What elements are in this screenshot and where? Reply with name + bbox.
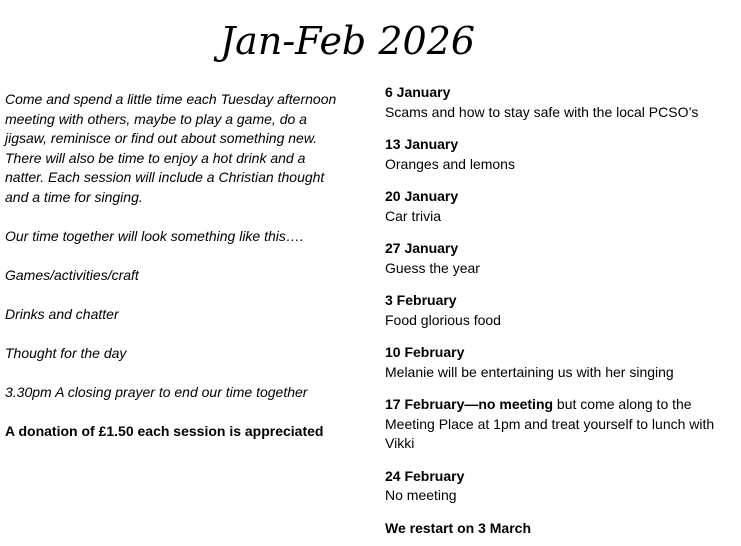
schedule-description: Melanie will be entertaining us with her singing <box>385 363 674 380</box>
activity-item: 3.30pm A closing prayer to end our time together <box>5 383 308 400</box>
schedule-item <box>385 187 730 226</box>
schedule-description: Car trivia <box>385 207 442 224</box>
schedule-item <box>385 239 730 278</box>
schedule-date: 13 January <box>385 136 459 152</box>
schedule-date: 6 January <box>385 84 451 100</box>
schedule-description: Oranges and lemons <box>385 155 515 172</box>
schedule-description: Scams and how to stay safe with the local PCSO’s <box>385 103 699 120</box>
schedule-date: 3 February <box>385 292 457 308</box>
together-text: Our time together will look something like this…. <box>5 227 304 244</box>
schedule-item <box>385 395 730 454</box>
intro-column <box>5 90 345 441</box>
restart-note: We restart on 3 March <box>385 519 532 536</box>
schedule-date: 20 January <box>385 188 459 204</box>
page-title: Jan-Feb 2026 <box>219 19 476 63</box>
schedule-item <box>385 343 730 382</box>
schedule-date: 27 January <box>385 240 459 256</box>
activity-item: Drinks and chatter <box>5 305 119 322</box>
schedule-description: but come along to the Meeting Place at 1pm and treat yourself to lunch with Vikki <box>385 396 715 451</box>
schedule-column <box>385 83 730 538</box>
donation-note: A donation of £1.50 each session is appreciated <box>5 422 324 439</box>
schedule-description: Guess the year <box>385 259 480 276</box>
schedule-date: 10 February <box>385 344 465 360</box>
intro-paragraph: Come and spend a little time each Tuesday afternoon meeting with others, maybe to play a game, do a jigsaw, reminisce or find out about something new. There will also be time to enjoy a hot drink and a natter. Each session will include a Christian thought and a time for singing. <box>5 91 337 205</box>
activity-item: Thought for the day <box>5 344 127 361</box>
activity-item: Games/activities/craft <box>5 266 139 283</box>
schedule-date: 24 February <box>385 467 465 484</box>
schedule-item <box>385 291 730 330</box>
schedule-item <box>385 467 730 506</box>
schedule-description: No meeting <box>385 487 457 503</box>
schedule-item <box>385 135 730 174</box>
schedule-date: 17 February—no meeting <box>385 396 554 412</box>
schedule-description: Food glorious food <box>385 311 501 328</box>
schedule-item <box>385 83 730 122</box>
